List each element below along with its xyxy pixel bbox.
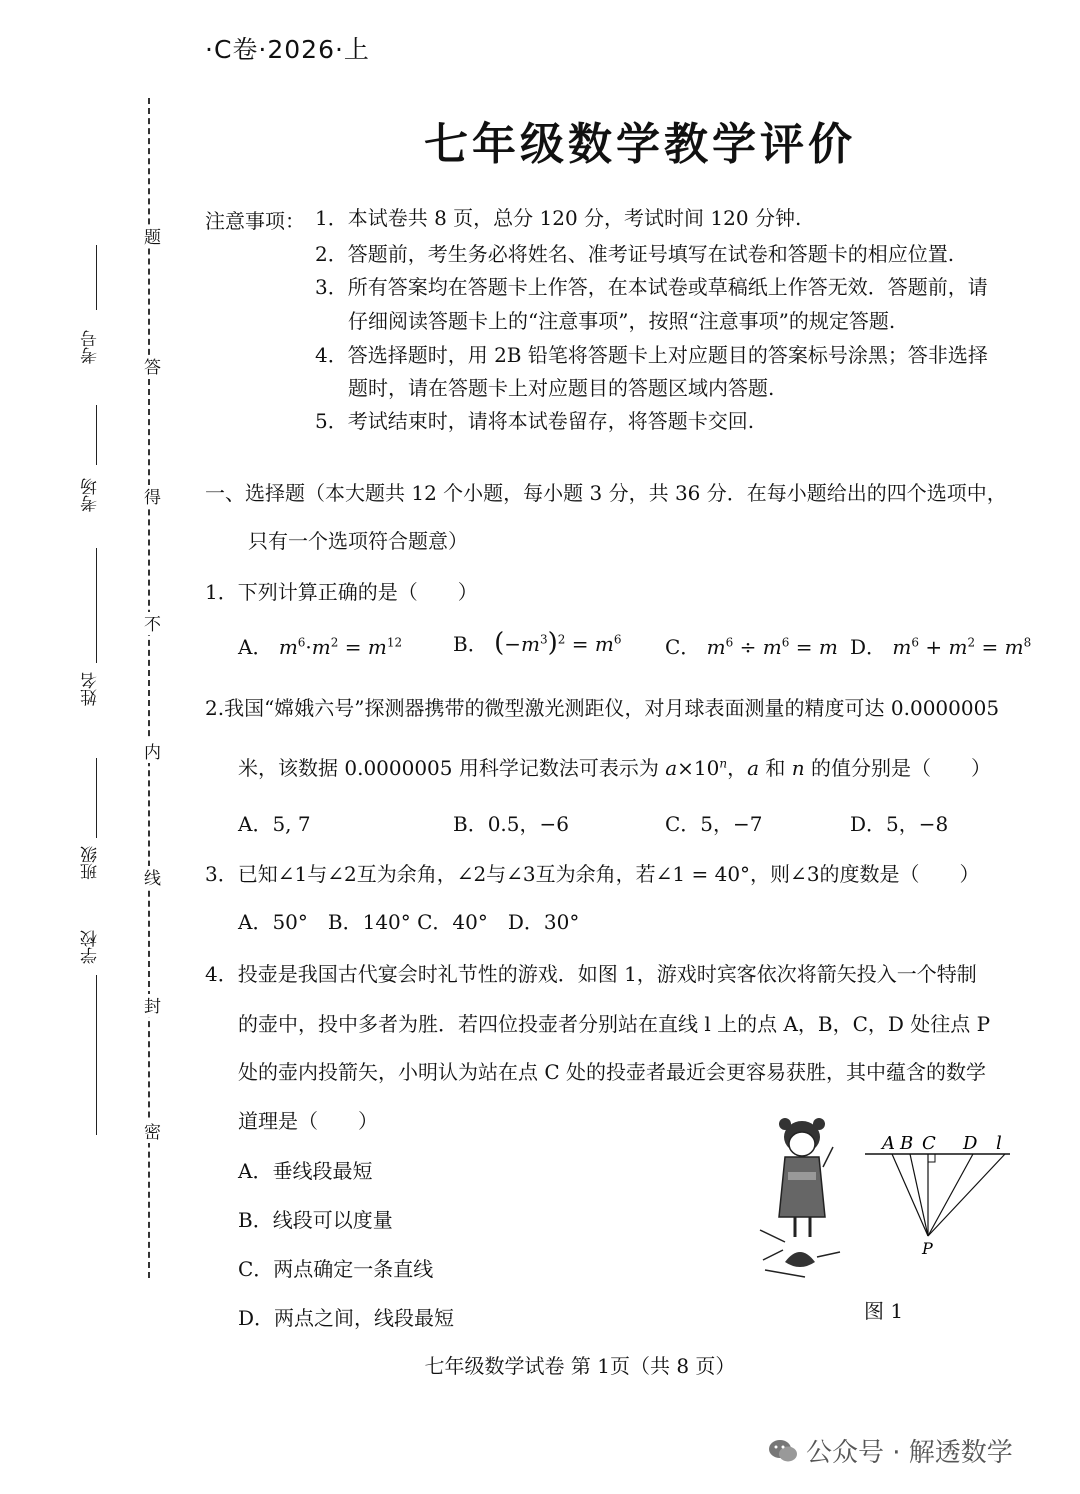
class-line (96, 758, 97, 838)
q2-option-c: C．5，−7 (665, 812, 763, 836)
margin-char: 内 (138, 740, 163, 763)
label-D: D (963, 1133, 978, 1154)
margin-char: 密 (138, 1120, 163, 1143)
school-label: 学校 (81, 930, 101, 964)
q4-option-b: B．线段可以度量 (238, 1208, 393, 1232)
q1-option-b: B． $(-m^3)^2 = m^6$ (453, 628, 622, 658)
segment-pa (892, 1154, 928, 1236)
margin-char: 得 (138, 485, 163, 508)
q3-options: A．50° B．140° C．40° D．30° (238, 910, 580, 934)
school-line (96, 975, 97, 1135)
q1-option-d: D． $m^6 + m^2 = m^8$ (850, 635, 1032, 659)
question-3-stem: 3．已知∠1与∠2互为余角，∠2与∠3互为余角，若∠1 = 40°，则∠3的度数是（ ） (205, 862, 980, 886)
q2-option-b: B．0.5，−6 (453, 812, 569, 836)
name-label: 姓名 (81, 672, 101, 706)
notice-item: 仔细阅读答题卡上的“注意事项”，按照“注意事项”的规定答题. (348, 309, 896, 333)
question-4-line2: 的壶中，投中多者为胜．若四位投壶者分别站在直线 l 上的点 A，B，C，D 处往点 P (238, 1012, 991, 1036)
label-A: A (882, 1133, 895, 1154)
wechat-icon (768, 1439, 798, 1463)
label-B: B (900, 1133, 914, 1154)
q1-option-c: C． $m^6 \div m^6 = m$ (665, 635, 838, 659)
label-P: P (922, 1239, 933, 1258)
label-C: C (922, 1133, 936, 1154)
notice-item: 3．所有答案均在答题卡上作答，在本试卷或草稿纸上作答无效．答题前，请 (315, 275, 988, 299)
exam-room-label: 考场 (81, 478, 101, 512)
page-title: 七年级数学教学评价 (424, 119, 856, 170)
segment-pb (910, 1154, 928, 1236)
watermark (768, 1432, 1013, 1469)
notice-item: 题时，请在答题卡上对应题目的答题区域内答题. (348, 376, 775, 400)
binding-dashed-line (148, 98, 150, 1278)
q4-option-c: C．两点确定一条直线 (238, 1257, 434, 1281)
exam-version-tag: ·C卷·2026·上 (205, 35, 370, 64)
notice-item: 2．答题前，考生务必将姓名、准考证号填写在试卷和答题卡的相应位置. (315, 242, 955, 266)
q2-option-d: D．5，−8 (850, 812, 949, 836)
exam-room-line (96, 405, 97, 465)
figure-1-diagram (860, 1130, 1020, 1260)
q4-option-a: A．垂线段最短 (238, 1159, 373, 1183)
page-footer: 七年级数学试卷 第 1页（共 8 页） (424, 1354, 736, 1378)
notice-item: 4．答选择题时，用 2B 铅笔将答题卡上对应题目的答案标号涂黑；答非选择 (315, 343, 988, 367)
question-4-line4: 道理是（ ） (238, 1109, 378, 1133)
section-heading: 一、选择题（本大题共 12 个小题，每小题 3 分，共 36 分．在每小题给出的四个选项中， (205, 481, 1007, 505)
margin-char: 题 (138, 225, 163, 248)
name-line (96, 548, 97, 663)
notice-item: 5．考试结束时，请将本试卷留存，将答题卡交回. (315, 409, 755, 433)
watermark-text: 公众号 · 解透数学 (806, 1438, 1013, 1468)
class-label: 班级 (81, 846, 101, 880)
notice-item: 1．本试卷共 8 页，总分 120 分，考试时间 120 分钟. (315, 206, 802, 230)
question-4-line3: 处的壶内投箭矢，小明认为站在点 C 处的投壶者最近会更容易获胜，其中蕴含的数学 (238, 1060, 987, 1084)
notice-label: 注意事项： (205, 209, 305, 233)
exam-number-line (96, 245, 97, 310)
question-4-line1: 4．投壶是我国古代宴会时礼节性的游戏．如图 1，游戏时宾客依次将箭矢投入一个特制 (205, 962, 977, 986)
q1-option-a: A． $m^6\cdot m^2 = m^{12}$ (238, 635, 403, 659)
q2-option-a: A．5, 7 (238, 812, 311, 836)
right-angle-mark (928, 1154, 935, 1162)
tou-hu-player-illustration (755, 1112, 850, 1287)
margin-char: 封 (138, 994, 163, 1017)
exam-number-label: 考号 (81, 330, 101, 364)
question-1-stem: 1．下列计算正确的是（ ） (205, 580, 478, 604)
figure-1-caption: 图 1 (864, 1299, 904, 1323)
margin-char: 线 (138, 866, 163, 889)
q4-option-d: D．两点之间，线段最短 (238, 1306, 455, 1330)
question-2-line1: 2.我国“嫦娥六号”探测器携带的微型激光测距仪，对月球表面测量的精度可达 0.0000005 (205, 696, 1000, 720)
question-2-line2: 米，该数据 0.0000005 用科学记数法可表示为 $a\times 10^n$，a 和 n 的值分别是（ ） (238, 756, 992, 780)
section-heading-cont: 只有一个选项符合题意） (248, 529, 468, 553)
margin-char: 答 (138, 355, 163, 378)
label-l: l (996, 1133, 1002, 1154)
margin-char: 不 (138, 612, 163, 635)
